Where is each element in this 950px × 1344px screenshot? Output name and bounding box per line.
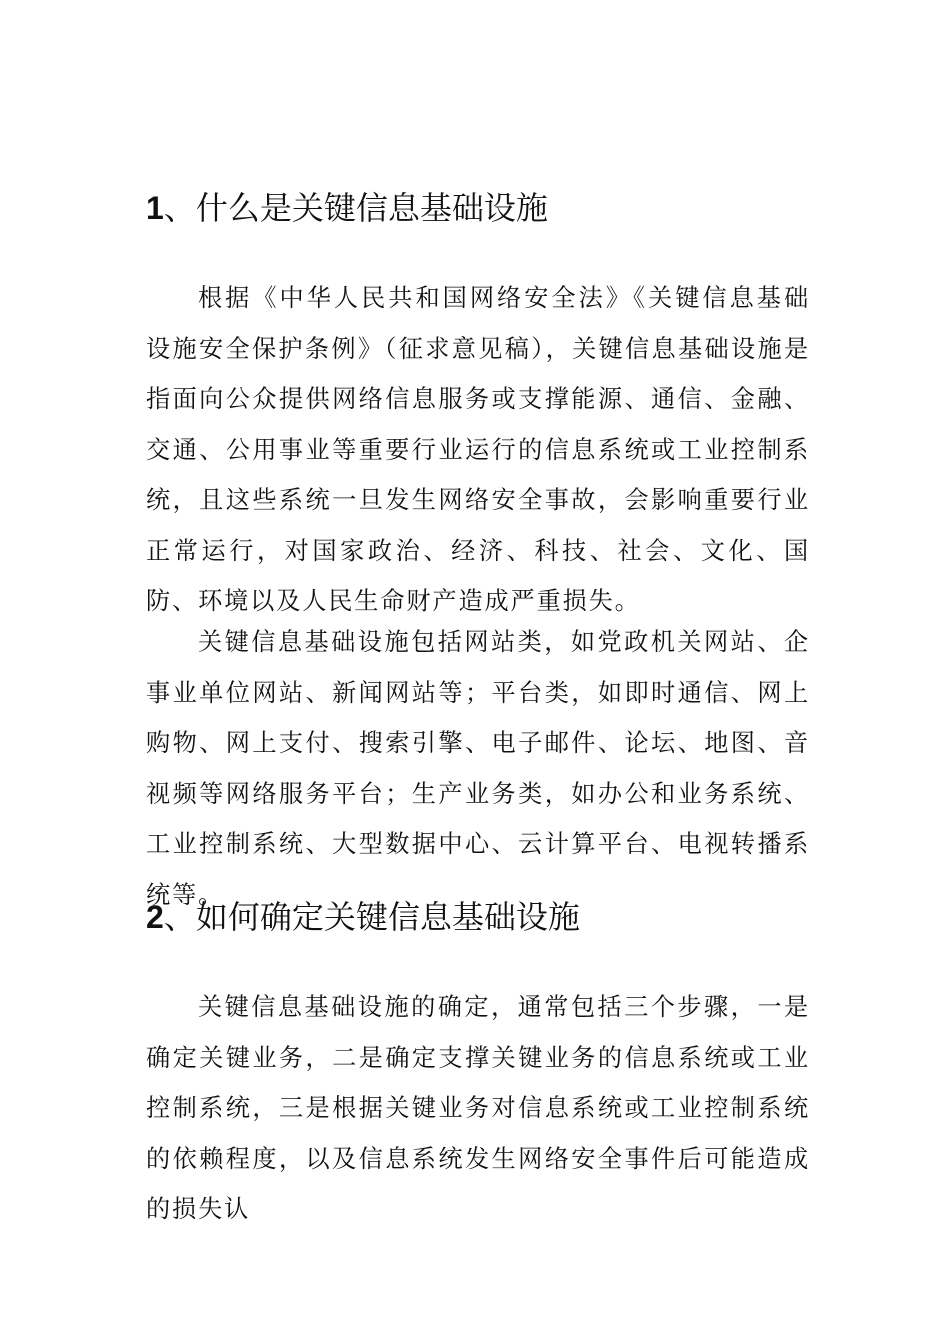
section-title: 什么是关键信息基础设施 bbox=[195, 189, 548, 227]
body-paragraph: 根据《中华人民共和国网络安全法》《关键信息基础设施安全保护条例》（征求意见稿），关键信息基础设施是指面向公众提供网络信息服务或支撑能源、通信、金融、交通、公用事业等重要行业运行的信息系统或工业控制系统，且这些系统一旦发生网络安全事故，会影响重要行业正常运行，对国家政治、经济、科技、社会、文化、国防、环境以及人民生命财产造成严重损失。 bbox=[146, 284, 810, 615]
section-number: 1 bbox=[146, 190, 164, 226]
section-number: 2 bbox=[146, 899, 164, 935]
body-paragraph: 关键信息基础设施的确定，通常包括三个步骤，一是确定关键业务，二是确定支撑关键业务的信息系统或工业控制系统，三是根据关键业务对信息系统或工业控制系统的依赖程度，以及信息系统发生网络安全事件后可能造成的损失认 bbox=[146, 993, 810, 1223]
section-heading-2 bbox=[146, 897, 810, 937]
body-paragraph: 关键信息基础设施包括网站类，如党政机关网站、企事业单位网站、新闻网站等；平台类，如即时通信、网上购物、网上支付、搜索引擎、电子邮件、论坛、地图、音视频等网络服务平台；生产业务类，如办公和业务系统、工业控制系统、大型数据中心、云计算平台、电视转播系统等。 bbox=[146, 628, 810, 909]
section-title: 如何确定关键信息基础设施 bbox=[195, 898, 580, 936]
section-number-separator: 、 bbox=[163, 898, 196, 936]
section-number-separator: 、 bbox=[163, 189, 196, 227]
section-heading-1 bbox=[146, 188, 810, 228]
